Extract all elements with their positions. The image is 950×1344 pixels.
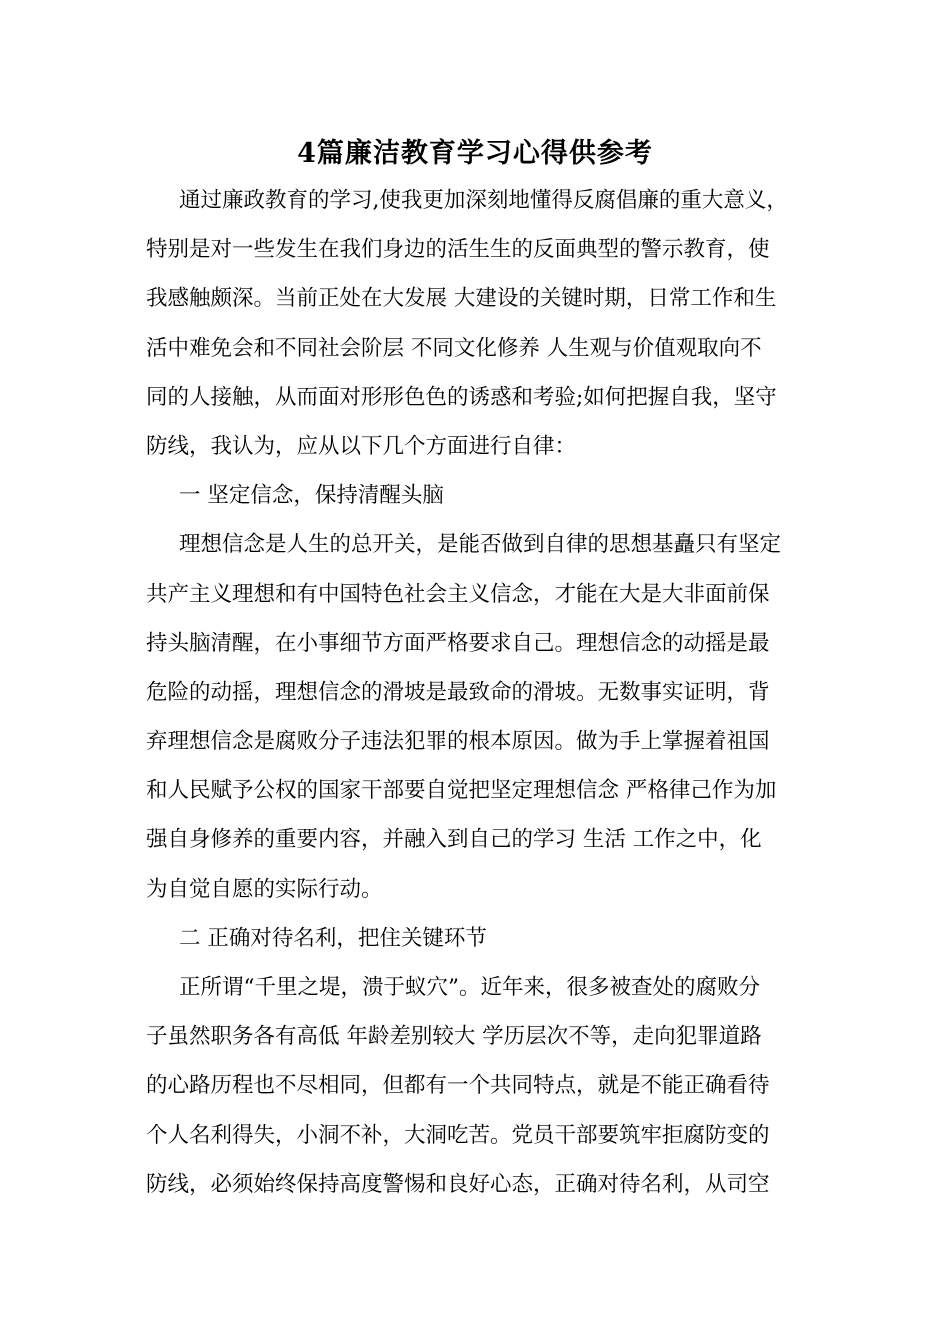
text-line-21: 防线，必须始终保持高度警惕和良好心态，正确对待名利，从司空 xyxy=(146,1171,770,1197)
document-title: 4篇廉洁教育学习心得供参考 xyxy=(297,138,653,169)
document-body xyxy=(146,182,810,1215)
text-line-13: 和人民赋予公权的国家干部要自觉把坚定理想信念 严格律己作为加 xyxy=(146,778,777,804)
section-heading-1: 一 坚定信念，保持清醒头脑 xyxy=(179,483,444,509)
text-line-14: 强自身修养的重要内容，并融入到自己的学习 生活 工作之中，化 xyxy=(146,827,762,853)
text-line-18: 子虽然职务各有高低 年龄差别较大 学历层次不等，走向犯罪道路 xyxy=(146,1024,762,1050)
text-line-1: 通过廉政教育的学习,使我更加深刻地懂得反腐倡廉的重大意义， xyxy=(179,188,788,213)
text-line-9: 共产主义理想和有中国特色社会主义信念，才能在大是大非面前保 xyxy=(146,581,770,607)
text-line-12: 弃理想信念是腐败分子违法犯罪的根本原因。做为手上掌握着祖国 xyxy=(146,729,770,755)
text-line-17: 正所谓“千里之堤，溃于蚁穴”。近年来，很多被查处的腐败分 xyxy=(179,975,760,1000)
text-line-2: 特别是对一些发生在我们身边的活生生的反面典型的警示教育，使 xyxy=(146,237,770,263)
text-line-6: 防线，我认为，应从以下几个方面进行自律： xyxy=(146,433,577,459)
section-heading-2: 二 正确对待名利，把住关键环节 xyxy=(179,925,487,951)
text-line-20: 个人名利得失，小洞不补，大洞吃苦。党员干部要筑牢拒腐防变的 xyxy=(146,1122,770,1148)
text-line-4: 活中难免会和不同社会阶层 不同文化修养 人生观与价值观取向不 xyxy=(146,335,762,361)
text-line-10: 持头脑清醒，在小事细节方面严格要求自己。理想信念的动摇是最 xyxy=(146,630,770,656)
text-line-8: 理想信念是人生的总开关，是能否做到自律的思想基矗只有坚定 xyxy=(179,532,782,558)
text-line-5: 同的人接触，从而面对形形色色的诱惑和考验;如何把握自我，坚守 xyxy=(146,384,777,410)
text-line-15: 为自觉自愿的实际行动。 xyxy=(146,876,383,902)
text-line-3: 我感触颇深。当前正处在大发展 大建设的关键时期，日常工作和生 xyxy=(146,286,777,312)
text-line-19: 的心路历程也不尽相同，但都有一个共同特点，就是不能正确看待 xyxy=(146,1073,770,1099)
text-line-11: 危险的动摇，理想信念的滑坡是最致命的滑坡。无数事实证明，背 xyxy=(146,679,770,705)
